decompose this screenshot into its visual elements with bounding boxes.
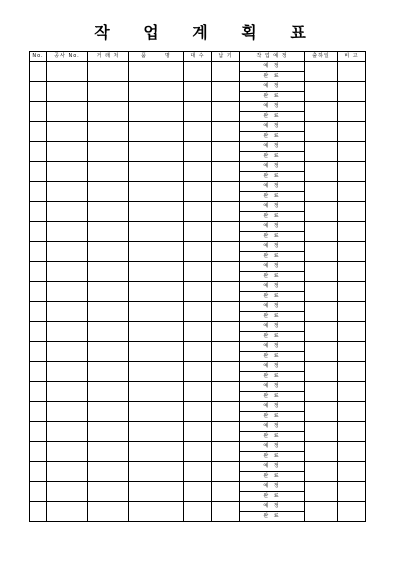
cell-quantity[interactable] <box>184 502 212 522</box>
cell-no[interactable] <box>30 222 47 242</box>
cell-ship-date[interactable] <box>305 122 338 142</box>
cell-ship-date[interactable] <box>305 222 338 242</box>
status-planned: 예 정 <box>240 182 305 192</box>
cell-ship-date[interactable] <box>305 442 338 462</box>
cell-client[interactable] <box>88 442 129 462</box>
cell-quantity[interactable] <box>184 282 212 302</box>
cell-client[interactable] <box>88 222 129 242</box>
status-completed: 완 료 <box>240 72 305 82</box>
cell-remarks[interactable] <box>338 282 366 302</box>
cell-no[interactable] <box>30 242 47 262</box>
cell-client[interactable] <box>88 82 129 102</box>
cell-project-no[interactable] <box>47 182 88 202</box>
cell-quantity[interactable] <box>184 102 212 122</box>
status-completed: 완 료 <box>240 232 305 242</box>
cell-client[interactable] <box>88 102 129 122</box>
cell-item-name[interactable] <box>129 322 184 342</box>
cell-client[interactable] <box>88 422 129 442</box>
cell-due-date[interactable] <box>212 482 240 502</box>
cell-quantity[interactable] <box>184 162 212 182</box>
cell-remarks[interactable] <box>338 502 366 522</box>
cell-item-name[interactable] <box>129 382 184 402</box>
table-row <box>30 162 366 172</box>
table-row <box>30 502 366 512</box>
cell-due-date[interactable] <box>212 262 240 282</box>
cell-client[interactable] <box>88 262 129 282</box>
cell-no[interactable] <box>30 82 47 102</box>
status-planned: 예 정 <box>240 202 305 212</box>
cell-remarks[interactable] <box>338 442 366 462</box>
header-item-name: 품 명 <box>129 52 184 62</box>
cell-item-name[interactable] <box>129 502 184 522</box>
cell-project-no[interactable] <box>47 102 88 122</box>
cell-remarks[interactable] <box>338 482 366 502</box>
cell-project-no[interactable] <box>47 142 88 162</box>
table-row <box>30 142 366 152</box>
cell-item-name[interactable] <box>129 202 184 222</box>
status-planned: 예 정 <box>240 502 305 512</box>
cell-item-name[interactable] <box>129 182 184 202</box>
cell-ship-date[interactable] <box>305 462 338 482</box>
table-row <box>30 442 366 452</box>
cell-ship-date[interactable] <box>305 302 338 322</box>
cell-quantity[interactable] <box>184 242 212 262</box>
status-planned: 예 정 <box>240 102 305 112</box>
cell-ship-date[interactable] <box>305 182 338 202</box>
header-project-no: 공사 No. <box>47 52 88 62</box>
cell-client[interactable] <box>88 282 129 302</box>
cell-ship-date[interactable] <box>305 402 338 422</box>
cell-client[interactable] <box>88 62 129 82</box>
work-plan-table <box>29 51 366 522</box>
cell-ship-date[interactable] <box>305 362 338 382</box>
cell-client[interactable] <box>88 382 129 402</box>
cell-ship-date[interactable] <box>305 282 338 302</box>
cell-no[interactable] <box>30 482 47 502</box>
cell-quantity[interactable] <box>184 322 212 342</box>
table-row <box>30 322 366 332</box>
cell-quantity[interactable] <box>184 202 212 222</box>
table-row <box>30 382 366 392</box>
cell-no[interactable] <box>30 262 47 282</box>
status-completed: 완 료 <box>240 192 305 202</box>
cell-item-name[interactable] <box>129 282 184 302</box>
status-completed: 완 료 <box>240 492 305 502</box>
status-planned: 예 정 <box>240 382 305 392</box>
status-completed: 완 료 <box>240 432 305 442</box>
table-row <box>30 462 366 472</box>
cell-due-date[interactable] <box>212 122 240 142</box>
cell-remarks[interactable] <box>338 302 366 322</box>
table-row <box>30 202 366 212</box>
cell-client[interactable] <box>88 302 129 322</box>
cell-remarks[interactable] <box>338 462 366 482</box>
cell-item-name[interactable] <box>129 362 184 382</box>
cell-quantity[interactable] <box>184 362 212 382</box>
cell-ship-date[interactable] <box>305 482 338 502</box>
status-completed: 완 료 <box>240 92 305 102</box>
cell-client[interactable] <box>88 502 129 522</box>
header-remarks: 비 고 <box>338 52 366 62</box>
cell-item-name[interactable] <box>129 122 184 142</box>
cell-item-name[interactable] <box>129 302 184 322</box>
page-title: 작 업 계 획 표 <box>94 23 320 42</box>
cell-due-date[interactable] <box>212 422 240 442</box>
cell-no[interactable] <box>30 202 47 222</box>
cell-project-no[interactable] <box>47 202 88 222</box>
cell-due-date[interactable] <box>212 142 240 162</box>
cell-ship-date[interactable] <box>305 102 338 122</box>
status-completed: 완 료 <box>240 352 305 362</box>
header-due-date: 납 기 <box>212 52 240 62</box>
status-planned: 예 정 <box>240 422 305 432</box>
table-header-row <box>30 52 366 62</box>
table-row <box>30 482 366 492</box>
cell-ship-date[interactable] <box>305 502 338 522</box>
status-planned: 예 정 <box>240 282 305 292</box>
cell-remarks[interactable] <box>338 402 366 422</box>
cell-quantity[interactable] <box>184 482 212 502</box>
cell-remarks[interactable] <box>338 202 366 222</box>
cell-item-name[interactable] <box>129 422 184 442</box>
cell-item-name[interactable] <box>129 482 184 502</box>
cell-ship-date[interactable] <box>305 162 338 182</box>
status-planned: 예 정 <box>240 242 305 252</box>
cell-due-date[interactable] <box>212 382 240 402</box>
cell-project-no[interactable] <box>47 282 88 302</box>
cell-quantity[interactable] <box>184 382 212 402</box>
table-row <box>30 222 366 232</box>
status-planned: 예 정 <box>240 342 305 352</box>
cell-project-no[interactable] <box>47 122 88 142</box>
cell-item-name[interactable] <box>129 442 184 462</box>
table-row <box>30 242 366 252</box>
table-row <box>30 402 366 412</box>
cell-quantity[interactable] <box>184 182 212 202</box>
cell-due-date[interactable] <box>212 162 240 182</box>
cell-due-date[interactable] <box>212 442 240 462</box>
cell-no[interactable] <box>30 442 47 462</box>
status-planned: 예 정 <box>240 262 305 272</box>
cell-item-name[interactable] <box>129 142 184 162</box>
cell-client[interactable] <box>88 402 129 422</box>
status-planned: 예 정 <box>240 302 305 312</box>
cell-due-date[interactable] <box>212 282 240 302</box>
cell-remarks[interactable] <box>338 182 366 202</box>
cell-no[interactable] <box>30 362 47 382</box>
table-row <box>30 122 366 132</box>
cell-no[interactable] <box>30 62 47 82</box>
status-completed: 완 료 <box>240 112 305 122</box>
status-completed: 완 료 <box>240 132 305 142</box>
cell-quantity[interactable] <box>184 142 212 162</box>
status-completed: 완 료 <box>240 272 305 282</box>
status-completed: 완 료 <box>240 152 305 162</box>
cell-ship-date[interactable] <box>305 82 338 102</box>
cell-due-date[interactable] <box>212 102 240 122</box>
cell-item-name[interactable] <box>129 162 184 182</box>
status-planned: 예 정 <box>240 442 305 452</box>
status-planned: 예 정 <box>240 222 305 232</box>
cell-client[interactable] <box>88 182 129 202</box>
cell-project-no[interactable] <box>47 462 88 482</box>
table-row <box>30 62 366 72</box>
table-row <box>30 262 366 272</box>
status-completed: 완 료 <box>240 372 305 382</box>
cell-due-date[interactable] <box>212 322 240 342</box>
header-no: No. <box>30 52 47 62</box>
cell-item-name[interactable] <box>129 342 184 362</box>
cell-project-no[interactable] <box>47 362 88 382</box>
cell-no[interactable] <box>30 502 47 522</box>
cell-quantity[interactable] <box>184 222 212 242</box>
cell-due-date[interactable] <box>212 502 240 522</box>
cell-project-no[interactable] <box>47 302 88 322</box>
cell-ship-date[interactable] <box>305 422 338 442</box>
status-completed: 완 료 <box>240 312 305 322</box>
cell-project-no[interactable] <box>47 262 88 282</box>
cell-remarks[interactable] <box>338 322 366 342</box>
status-completed: 완 료 <box>240 472 305 482</box>
status-planned: 예 정 <box>240 462 305 472</box>
status-completed: 완 료 <box>240 332 305 342</box>
cell-project-no[interactable] <box>47 222 88 242</box>
cell-no[interactable] <box>30 142 47 162</box>
status-completed: 완 료 <box>240 252 305 262</box>
cell-no[interactable] <box>30 402 47 422</box>
cell-client[interactable] <box>88 482 129 502</box>
cell-client[interactable] <box>88 322 129 342</box>
cell-quantity[interactable] <box>184 62 212 82</box>
cell-project-no[interactable] <box>47 322 88 342</box>
cell-remarks[interactable] <box>338 82 366 102</box>
cell-quantity[interactable] <box>184 262 212 282</box>
status-completed: 완 료 <box>240 392 305 402</box>
cell-due-date[interactable] <box>212 62 240 82</box>
cell-client[interactable] <box>88 342 129 362</box>
cell-ship-date[interactable] <box>305 382 338 402</box>
cell-project-no[interactable] <box>47 162 88 182</box>
cell-project-no[interactable] <box>47 442 88 462</box>
header-client: 거 래 처 <box>88 52 129 62</box>
status-planned: 예 정 <box>240 62 305 72</box>
header-quantity: 대 수 <box>184 52 212 62</box>
cell-quantity[interactable] <box>184 402 212 422</box>
table-body <box>30 62 366 522</box>
table-row <box>30 302 366 312</box>
cell-no[interactable] <box>30 422 47 442</box>
cell-client[interactable] <box>88 462 129 482</box>
cell-remarks[interactable] <box>338 162 366 182</box>
cell-project-no[interactable] <box>47 62 88 82</box>
cell-item-name[interactable] <box>129 462 184 482</box>
cell-client[interactable] <box>88 122 129 142</box>
table-row <box>30 182 366 192</box>
cell-due-date[interactable] <box>212 362 240 382</box>
cell-item-name[interactable] <box>129 62 184 82</box>
cell-quantity[interactable] <box>184 422 212 442</box>
cell-due-date[interactable] <box>212 462 240 482</box>
cell-client[interactable] <box>88 362 129 382</box>
cell-remarks[interactable] <box>338 122 366 142</box>
cell-ship-date[interactable] <box>305 342 338 362</box>
cell-no[interactable] <box>30 322 47 342</box>
cell-no[interactable] <box>30 302 47 322</box>
cell-client[interactable] <box>88 202 129 222</box>
status-completed: 완 료 <box>240 412 305 422</box>
cell-no[interactable] <box>30 462 47 482</box>
cell-no[interactable] <box>30 282 47 302</box>
cell-item-name[interactable] <box>129 242 184 262</box>
table-row <box>30 282 366 292</box>
cell-item-name[interactable] <box>129 262 184 282</box>
status-planned: 예 정 <box>240 82 305 92</box>
cell-no[interactable] <box>30 342 47 362</box>
cell-ship-date[interactable] <box>305 262 338 282</box>
cell-no[interactable] <box>30 102 47 122</box>
cell-project-no[interactable] <box>47 482 88 502</box>
cell-due-date[interactable] <box>212 402 240 422</box>
status-completed: 완 료 <box>240 212 305 222</box>
status-completed: 완 료 <box>240 452 305 462</box>
status-completed: 완 료 <box>240 172 305 182</box>
cell-project-no[interactable] <box>47 382 88 402</box>
cell-item-name[interactable] <box>129 222 184 242</box>
cell-client[interactable] <box>88 142 129 162</box>
table-row <box>30 362 366 372</box>
cell-ship-date[interactable] <box>305 142 338 162</box>
status-planned: 예 정 <box>240 162 305 172</box>
cell-ship-date[interactable] <box>305 242 338 262</box>
header-ship-date: 출하일 <box>305 52 338 62</box>
cell-quantity[interactable] <box>184 122 212 142</box>
cell-remarks[interactable] <box>338 142 366 162</box>
status-planned: 예 정 <box>240 322 305 332</box>
cell-ship-date[interactable] <box>305 62 338 82</box>
cell-remarks[interactable] <box>338 222 366 242</box>
status-completed: 완 료 <box>240 292 305 302</box>
cell-due-date[interactable] <box>212 202 240 222</box>
cell-project-no[interactable] <box>47 242 88 262</box>
table-row <box>30 102 366 112</box>
cell-item-name[interactable] <box>129 82 184 102</box>
status-planned: 예 정 <box>240 362 305 372</box>
cell-no[interactable] <box>30 122 47 142</box>
table-row <box>30 342 366 352</box>
status-planned: 예 정 <box>240 122 305 132</box>
header-work-schedule: 작 업 예 정 <box>240 52 305 62</box>
cell-item-name[interactable] <box>129 102 184 122</box>
cell-remarks[interactable] <box>338 242 366 262</box>
status-completed: 완 료 <box>240 512 305 522</box>
cell-remarks[interactable] <box>338 422 366 442</box>
cell-project-no[interactable] <box>47 502 88 522</box>
cell-quantity[interactable] <box>184 342 212 362</box>
cell-quantity[interactable] <box>184 302 212 322</box>
cell-due-date[interactable] <box>212 82 240 102</box>
cell-project-no[interactable] <box>47 402 88 422</box>
cell-no[interactable] <box>30 382 47 402</box>
cell-project-no[interactable] <box>47 342 88 362</box>
cell-client[interactable] <box>88 242 129 262</box>
cell-client[interactable] <box>88 162 129 182</box>
status-planned: 예 정 <box>240 142 305 152</box>
cell-due-date[interactable] <box>212 342 240 362</box>
cell-remarks[interactable] <box>338 102 366 122</box>
cell-no[interactable] <box>30 182 47 202</box>
cell-ship-date[interactable] <box>305 322 338 342</box>
cell-item-name[interactable] <box>129 402 184 422</box>
cell-quantity[interactable] <box>184 82 212 102</box>
status-planned: 예 정 <box>240 402 305 412</box>
cell-quantity[interactable] <box>184 442 212 462</box>
cell-remarks[interactable] <box>338 362 366 382</box>
cell-quantity[interactable] <box>184 462 212 482</box>
table-row <box>30 422 366 432</box>
cell-remarks[interactable] <box>338 262 366 282</box>
cell-due-date[interactable] <box>212 242 240 262</box>
cell-remarks[interactable] <box>338 342 366 362</box>
cell-due-date[interactable] <box>212 302 240 322</box>
status-planned: 예 정 <box>240 482 305 492</box>
cell-due-date[interactable] <box>212 182 240 202</box>
cell-remarks[interactable] <box>338 382 366 402</box>
cell-ship-date[interactable] <box>305 202 338 222</box>
cell-due-date[interactable] <box>212 222 240 242</box>
cell-project-no[interactable] <box>47 82 88 102</box>
cell-remarks[interactable] <box>338 62 366 82</box>
cell-no[interactable] <box>30 162 47 182</box>
table-row <box>30 82 366 92</box>
cell-project-no[interactable] <box>47 422 88 442</box>
